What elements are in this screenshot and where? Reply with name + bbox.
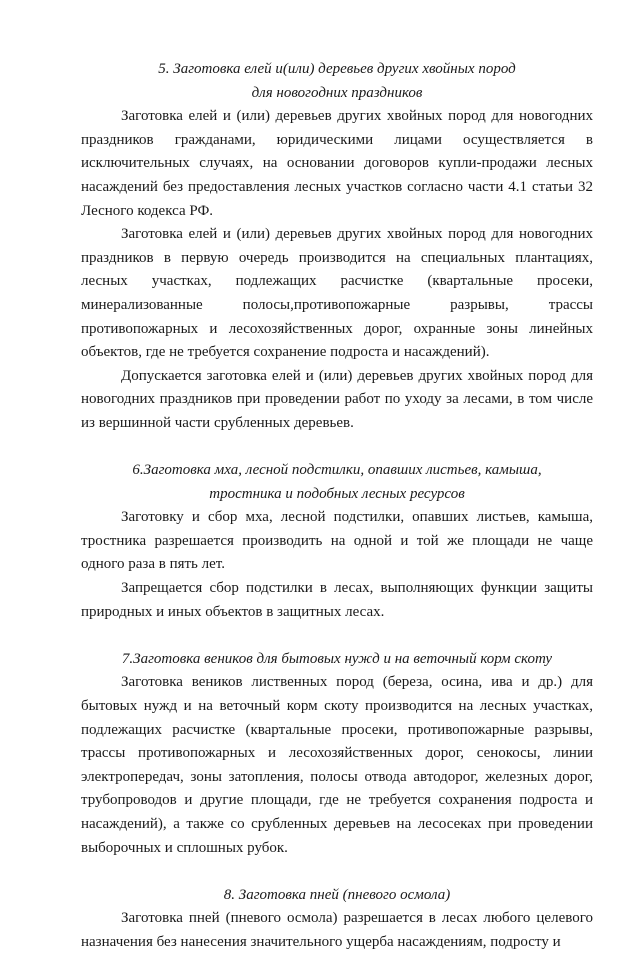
section-8-heading (81, 884, 593, 908)
section-6-heading-line-1: 6.Заготовка мха, лесной подстилки, опавших листьев, камыша, (132, 462, 542, 479)
section-spacer (81, 624, 593, 648)
section-8-heading-line-1: 8. Заготовка пней (пневого осмола) (223, 886, 451, 903)
document-page (81, 58, 593, 955)
section-6-paragraph-1: Заготовку и сбор мха, лесной подстилки, опавших листьев, камыша, тростника разрешается производить на одной и той же площади не чаще одного раза в пять лет. (81, 509, 593, 573)
section-5-heading-line-1: 5. Заготовка елей и(или) деревьев других хвойных пород (158, 61, 516, 77)
section-6-heading (81, 459, 593, 506)
section-7-paragraph-1: Заготовка веников лиственных пород (береза, осина, ива и др.) для бытовых нужд и на веточный корм скоту производится на лесных участках, подлежащих расчистке (квартальные просеки, противопожарные разрывы, трассы противопожарных и лесохозяйственных дорог, сенокосы, линии электропередач, зоны затопления, полосы отвода автодорог, железных дорог, трубопроводов и другие площади, где не требуется сохранения подроста и насаждений), а также со срубленных деревьев на лесосеках при проведении выборочных и сплошных рубок. (81, 674, 593, 856)
section-5-paragraph-2: Заготовка елей и (или) деревьев других хвойных пород для новогодних праздников в первую очередь производится на специальных плантациях, лесных участках, подлежащих расчистке (квартальные просеки, минерализованные полосы,противопожарные разрывы, трассы противопожарных и лесохозяйственных дорог, охранные зоны линейных объектов, где не требуется сохранение подроста и насаждений). (81, 226, 593, 361)
section-5-paragraph-3: Допускается заготовка елей и (или) деревьев других хвойных пород для новогодних праздников при проведении работ по уходу за лесами, в том числе из вершинной части срубленных деревьев. (81, 367, 593, 431)
section-8-paragraph-1: Заготовка пней (пневого осмола) разрешается в лесах любого целевого назначения без нанесения значительного ущерба насаждениям, подросту и (81, 910, 593, 950)
section-6-heading-line-2: тростника и подобных лесных ресурсов (209, 485, 465, 502)
section-5-heading-line-2: для новогодних праздников (251, 84, 423, 101)
section-spacer (81, 436, 593, 460)
section-6-paragraph-2: Запрещается сбор подстилки в лесах, выполняющих функции защиты природных и иных объектов в защитных лесах. (81, 580, 593, 620)
section-7-heading (81, 648, 593, 672)
section-5-paragraph-1: Заготовка елей и (или) деревьев других хвойных пород для новогодних праздников гражданами, юридическими лицами осуществляется в исключительных случаях, на основании договоров купли-продажи лесных насаждений без предоставления лесных участков согласно части 4.1 статьи 32 Лесного кодекса РФ. (81, 108, 593, 219)
section-7-heading-line-1: 7.Заготовка веников для бытовых нужд и на веточный корм скоту (121, 650, 553, 667)
section-spacer (81, 860, 593, 884)
section-5-heading (81, 58, 593, 105)
